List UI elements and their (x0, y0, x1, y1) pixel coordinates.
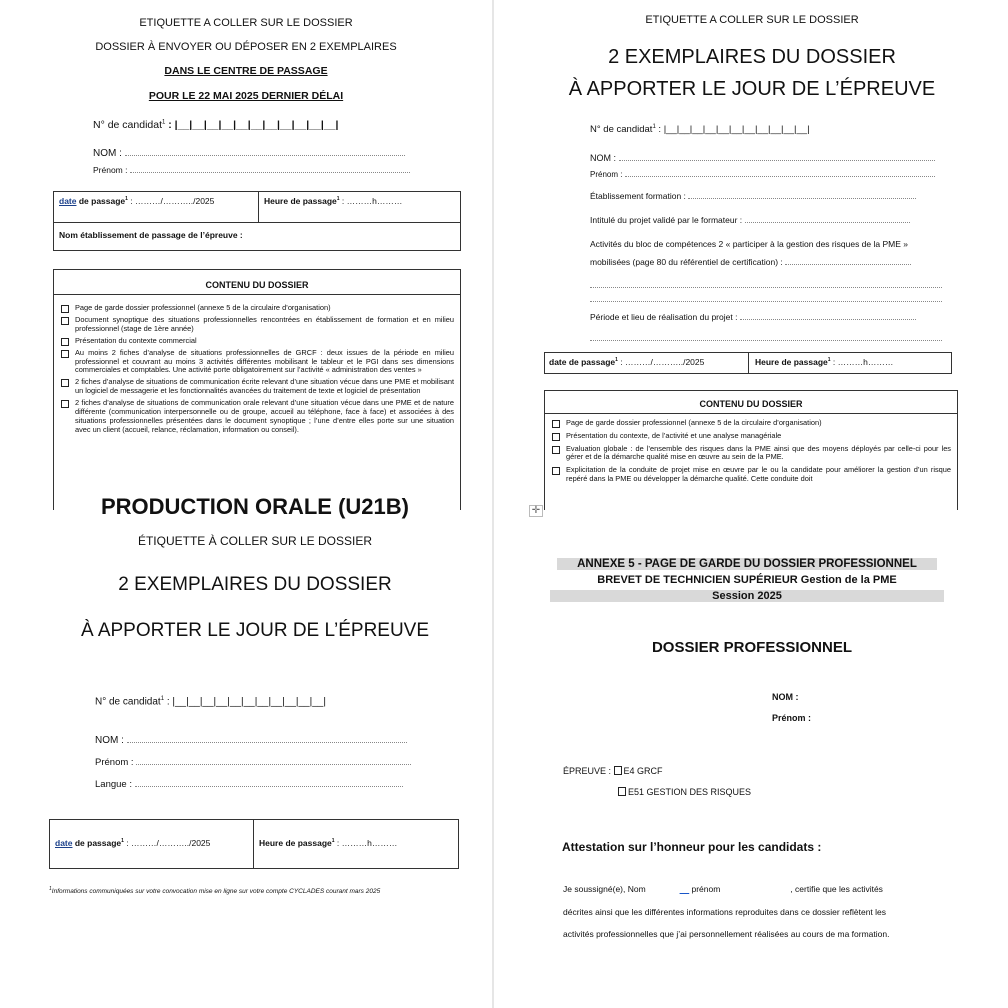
prenom-label: Prénom : (93, 165, 128, 175)
bts-heading: BREVET DE TECHNICIEN SUPÉRIEUR Gestion de la PME (597, 574, 897, 586)
contenu-title: CONTENU DU DOSSIER (545, 391, 957, 414)
candidate-number-field (93, 119, 338, 131)
attestation-line3: activités professionnelles que j’ai personnellement réalisées au cours de ma formation. (563, 929, 890, 939)
attestation-line2: décrites ainsi que les différentes informations reproduites dans ce dossier reflètent les (563, 907, 887, 917)
copies-heading: 2 EXEMPLAIRES DU DOSSIER (118, 574, 392, 595)
candidate-number-field: N° de candidat$^1$ : |__|__|__|__|__|__|__|__|__|__|__| (95, 696, 326, 708)
label-page-grcf (0, 0, 492, 496)
list-item: Explicitation de la conduite de projet mise en œuvre par le ou la candidate pour améliorer la gestion d’un risque repéré dans la PME ou développer la démarche qualité. Cette conduite doit (552, 466, 951, 484)
prenom-field: Prénom : (95, 757, 411, 768)
heure-passage-cell: Heure de passage$^1$ : ………h……… (264, 196, 403, 206)
epreuve-label: ÉPREUVE : (563, 766, 612, 776)
dotted-line (590, 333, 942, 343)
dotted-line (590, 294, 942, 304)
nom-field (93, 148, 405, 159)
nom-link[interactable]: __ (679, 884, 690, 894)
etablissement-field: Établissement formation : (590, 191, 916, 201)
nom-field: NOM : (590, 153, 935, 163)
heure-passage-cell: Heure de passage$^1$ : ………h……… (259, 838, 398, 848)
center-instructions: DANS LE CENTRE DE PASSAGE (164, 65, 328, 77)
list-item: Document synoptique des situations professionnelles rencontrées en établissement de formation et en milieu professionnel (stage de 1ère année) (61, 316, 454, 334)
move-handle-icon[interactable]: ✛ (529, 505, 543, 517)
checkbox-icon (552, 446, 560, 454)
session-heading: Session 2025 (550, 590, 944, 602)
label-title: ETIQUETTE A COLLER SUR LE DOSSIER (645, 14, 859, 26)
checkbox-icon[interactable] (614, 766, 622, 775)
heure-label: Heure de passage (264, 196, 337, 206)
checkbox-icon (61, 317, 69, 325)
cut-off-heading: PRODUCTION ORALE (U21B) (100, 494, 409, 519)
checkbox-icon (61, 305, 69, 313)
list-item: Présentation du contexte commercial (61, 337, 454, 346)
date-label: de passage (76, 196, 126, 206)
label-page-gestion-risques (496, 0, 1008, 496)
passage-table (49, 819, 459, 869)
candidate-number-label: N° de candidat (95, 696, 161, 708)
contenu-list (61, 304, 454, 437)
nom-label: NOM : (772, 692, 799, 702)
footnote: $^1$Informations communiquées sur votre convocation mise en ligne sur votre compte CYCLADES courant mars 2025 (49, 886, 381, 896)
deadline: POUR LE 22 MAI 2025 DERNIER DÉLAI (148, 90, 344, 102)
checkbox-icon (61, 379, 69, 387)
heure-passage-cell: Heure de passage$^1$ : ………h……… (755, 357, 894, 367)
candidate-number-label: N° de candidat (93, 119, 162, 131)
checkbox-icon (552, 433, 560, 441)
activites-line2: mobilisées (page 80 du référentiel de certification) : (590, 257, 911, 267)
dossier-title: DOSSIER PROFESSIONNEL (651, 639, 853, 656)
prenom-dotted-line (130, 172, 410, 173)
cover-page (496, 505, 1008, 1008)
langue-field: Langue : (95, 779, 403, 790)
date-value: : ………/………../2025 (127, 196, 215, 206)
list-item: Présentation du contexte, de l’activité et une analyse managériale (552, 432, 951, 441)
nom-label: NOM : (93, 148, 122, 159)
prenom-field: Prénom : (590, 170, 935, 179)
contenu-dossier-box (53, 269, 461, 511)
list-item: 2 fiches d’analyse de situations de communication orale relevant d’une situation vécue dans une PME et de nature différente (communication interpersonnelle ou de groupe, accueil au téléphone, face à face) et associées à des situations professionnelles présentées dans le document synoptique ; l’une d’entre elles porte sur une situation avec un client (accueil, relance, réclamation, information ou conseil). (61, 399, 454, 434)
dotted-line (590, 280, 942, 290)
candidate-number-boxes: : |__|__|__|__|__|__|__|__|__|__|__| (655, 124, 810, 136)
label-page-production-orale (0, 494, 492, 1008)
date-passage-cell: date de passage$^1$ : ………/………../2025 (549, 357, 705, 367)
prenom-field (93, 165, 410, 175)
date-passage-cell: date de passage$^1$ : ………/………../2025 (59, 196, 215, 206)
label-title: ÉTIQUETTE À COLLER SUR LE DOSSIER (137, 534, 373, 548)
prenom-label: Prénom : (772, 713, 812, 723)
projet-field: Intitulé du projet validé par le formateur : (590, 215, 910, 225)
annexe-heading: ANNEXE 5 - PAGE DE GARDE DU DOSSIER PROFESSIONNEL (557, 558, 937, 570)
footnote-ref: 1 (162, 119, 166, 126)
periode-field: Période et lieu de réalisation du projet : (590, 312, 916, 322)
checkbox-icon (61, 350, 69, 358)
list-item: Evaluation globale : de l’ensemble des risques dans la PME ainsi que des moyens déployés par celle-ci pour les gérer et de la démarche qualité mise en œuvre au sein de la PME. (552, 445, 951, 463)
checkbox-icon (552, 420, 560, 428)
activites-line1: Activités du bloc de compétences 2 « participer à la gestion des risques de la PME » (590, 239, 908, 249)
contenu-list (552, 419, 951, 487)
candidate-number-boxes: : |__|__|__|__|__|__|__|__|__|__|__| (164, 696, 326, 708)
passage-table (544, 352, 952, 374)
list-item: 2 fiches d’analyse de situations de communication écrite relevant d’une situation vécue dans une PME et mobilisant un logiciel de messagerie et les fonctionnalités avancées du traitement de texte et logiciel de présentation (61, 378, 454, 396)
label-title: ETIQUETTE A COLLER SUR LE DOSSIER (139, 17, 353, 29)
epreuve-option-e4: ÉPREUVE : E4 GRCF (563, 766, 663, 776)
copies-heading: 2 EXEMPLAIRES DU DOSSIER (608, 46, 896, 68)
bring-heading: À APPORTER LE JOUR DE L’ÉPREUVE (80, 620, 430, 641)
attestation-line1: Je soussigné(e), Nom __ prénom , certifie que les activités (563, 884, 883, 894)
nom-field: NOM : (95, 735, 407, 746)
checkbox-icon (61, 338, 69, 346)
date-word: date (59, 196, 77, 206)
date-passage-cell: date de passage$^1$ : ………/………../2025 (55, 838, 211, 848)
list-item: Page de garde dossier professionnel (annexe 5 de la circulaire d’organisation) (552, 419, 951, 428)
attestation-heading: Attestation sur l’honneur pour les candidats : (562, 840, 822, 854)
epreuve-option-e51: E51 GESTION DES RISQUES (618, 787, 751, 797)
nom-dotted-line (125, 155, 405, 156)
checkbox-icon[interactable] (618, 787, 626, 796)
send-instructions: DOSSIER À ENVOYER OU DÉPOSER EN 2 EXEMPLAIRES (95, 41, 397, 53)
list-item: Au moins 2 fiches d’analyse de situations professionnelles de GRCF : deux issues de la période en milieu professionnel et couvrant au moins 3 activités différentes mobilisant le tableur et le PGI dans ses dimensions commerciales et comptables. Une activité porte obligatoirement sur l’activité « administration des ventes » (61, 349, 454, 375)
checkbox-icon (61, 400, 69, 408)
heure-value: : ………h……… (339, 196, 403, 206)
checkbox-icon (552, 467, 560, 475)
candidate-number-boxes: : |__|__|__|__|__|__|__|__|__|__|__| (165, 119, 339, 131)
passage-table (53, 191, 461, 251)
list-item: Page de garde dossier professionnel (annexe 5 de la circulaire d’organisation) (61, 304, 454, 313)
candidate-number-field: N° de candidat$^1$ : |__|__|__|__|__|__|__|__|__|__|__| (590, 124, 810, 136)
etablissement-passage-cell: Nom établissement de passage de l’épreuve : (59, 230, 243, 240)
candidate-number-label: N° de candidat (590, 124, 653, 136)
bring-heading: À APPORTER LE JOUR DE L’ÉPREUVE (568, 78, 936, 100)
contenu-title: CONTENU DU DOSSIER (54, 270, 460, 295)
